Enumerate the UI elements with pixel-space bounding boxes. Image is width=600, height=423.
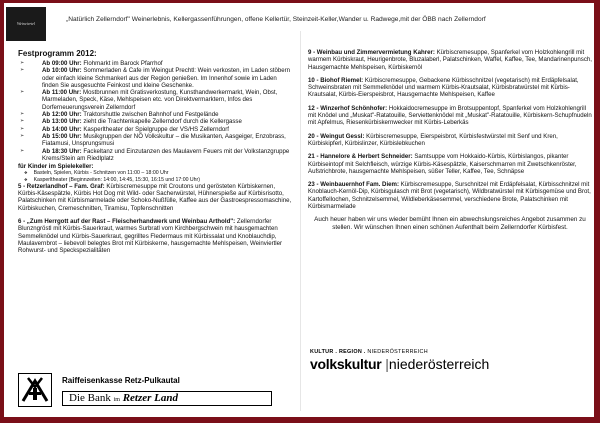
volkskultur-brand [310, 356, 580, 372]
vendor-name: 10 - Biohof Riemel: [308, 76, 364, 84]
bank-slogan-im: im [113, 397, 120, 403]
raiffeisen-gable-cross-icon [18, 373, 52, 407]
raiffeisen-ad [18, 371, 280, 411]
program-time: Ab 15:00 Uhr: [42, 132, 82, 140]
vendor-menu: Hokkaidocremesuppe im Brotsuppentopf, Spanferkel vom Holzkohlengrill mit Knödel und „Muskat"-Ratatouille, Serviettenknödel mit „Muskat"-Ratatouille, Kürbiskern-Schupfnudeln mit Apfelmus, Riesenkürbiskernwecker mit Kürbis-Leberkäs [308, 104, 592, 127]
vendor-menu: Kürbiscremesuppe, Gebackene Kürbisschnitzel (vegetarisch) mit Erdäpfelsalat, Schweinsbraten mit Semmelknödel und warmem Kürbis-Krautsalat, Kürbisbratwürstel mit Kürbis-Krautsalat, Kürbis-Eierspeisbrot, Hausgemachte Mehlspeisen, Kaffee [308, 76, 579, 99]
program-item [20, 67, 293, 89]
page-fold-divider [300, 31, 301, 411]
program-text: Kasperltheater der Spielgruppe der VS/HS Zellerndorf [81, 125, 229, 133]
festprogramm-title: Festprogramm 2012: [18, 49, 97, 58]
vendor-entry [18, 218, 293, 254]
program-item [20, 111, 293, 118]
kids-list [24, 170, 293, 182]
left-column [18, 49, 293, 261]
bank-slogan-post: Retzer Land [119, 392, 179, 404]
program-item [20, 148, 293, 163]
vendor-name: 12 - Winzerhof Schönhofer: [308, 104, 388, 112]
volkskultur-tagline [310, 349, 580, 355]
vendor-name: 6 - „Zum Herrgott auf der Rast – Fleischerhandwerk und Weinbau Arthold": [18, 218, 236, 226]
program-item [20, 60, 293, 67]
header-text: „Natürlich Zellerndorf" Weinerlebnis, Kellergassenführungen, offene Kellertür, Steinzeit-Keller,Wander u. Radwege,mit der ÖBB nach Zellerndorf [66, 16, 486, 23]
vendor-entry [308, 133, 592, 148]
program-text: Traktorshuttle zwischen Bahnhof und Festgelände [81, 111, 219, 119]
vendor-name: 5 - Retzerlandhof – Fam. Graf: [18, 182, 105, 190]
program-time: Ab 11:00 Uhr: [42, 89, 82, 97]
kids-item: ❖ Kasperltheater (Beginnzeiten: 14:00, 14:45, 15:30, 16:15 und 17:00 Uhr) [24, 177, 293, 183]
vendor-menu: Kürbiscremesuppe, Eierspeisbrot, Kürbisfestwürstel mit Senf und Kren, Kürbiskipferl, Kürbislinzer, Kürbislebkuchen [308, 132, 558, 147]
vendor-menu: Samtsuppe vom Hokkaido-Kürbis, Kürbislangos, pikanter Kürbiseintopf mit Selchfleisch, würzige Kürbis-Käsespätzle, Kaiserschmarren mit Zwetschkenröster, Aufstrichbrote, hausgemachte Mehlspeisen, süßer Teller, Kaffee, Tee, Schnäpse [308, 153, 577, 175]
tagline-part-a: KULTUR . REGION . [310, 349, 368, 355]
bank-slogan [62, 391, 272, 406]
vendor-entry [308, 153, 592, 175]
program-time: Ab 09:00 Uhr: [42, 60, 82, 67]
weinviertel-logo: Weinviertel [6, 7, 46, 41]
vendor-entry [18, 183, 293, 212]
vendor-name: 21 - Hannelore & Herbert Schneider: [308, 153, 413, 161]
bank-name: Raiffeisenkasse Retz-Pulkautal [62, 376, 180, 385]
program-item [20, 118, 293, 125]
closing-text: Auch heuer haben wir uns wieder bemüht Ihnen ein abwechslungsreiches Angebot zusammen zu stellen. Wir wünschen Ihnen einen schönen Aufenthalt beim Zellerndorfer Kürbisfest. [314, 216, 586, 231]
brand-niederoesterreich: niederösterreich [388, 356, 490, 372]
program-text: Fackeltanz und Einzutanzen des Maulavern Feuers mit der Volkstanzgruppe Krems/Stein am Riedlplatz [42, 147, 290, 162]
program-time: Ab 10:00 Uhr: [42, 67, 82, 75]
brand-separator: | [385, 356, 389, 372]
tagline-part-b: NIEDERÖSTERREICH [367, 349, 428, 355]
vendor-menu: Zellerndorfer Blunzngröstl mit Kürbis-Sauerkraut, warmes Surbratl vom Kirchbergschwein mit hausgemachten Semmelknödel und Kürbis-Sauerkraut, gegrilltes Fledermaus mit Kürbissalat und Knoblauchdip, Maulavernbrot – liebevoll belegtes Brot mit Kürbiskerne, hausgemachte Mehlspeisen, Weinviertler Rohwurst- und Speckspezialitäten [18, 218, 283, 255]
program-text: Mostbrunnen mit Gratisverkostung, Kunsthandwerkermarkt, Wein, Obst, Marmeladen, Speck, Käse, Mehlspeisen etc. von Direktvermarktern, Infos des Dorferneuerungsverein Zellerndorf [42, 89, 278, 111]
vendor-name: 23 - Weinbauernhof Fam. Diem: [308, 181, 399, 189]
program-text: zieht die Trachtenkapelle Zellerndorf durch die Kellergasse [81, 118, 242, 126]
program-text: Flohmarkt im Barock Pfarrhof [81, 60, 163, 67]
flyer-page [4, 3, 594, 417]
vendor-entry [308, 181, 592, 210]
program-item [20, 133, 293, 148]
program-item [20, 126, 293, 133]
vendor-menu: Kürbiscremesuppe, Surschnitzel mit Erdäpfelsalat, Kürbisschnitzel mit Knoblauch-Kernöl-Dip, Kürbisgulasch mit Brot (vegetarisch), Wildbratwürstel mit Kürbisgemüse und Brot, Kartoffellochen, Schnitzelsemmel, Wildleberkäsesemmel, verschiedene Brote, Palatschinken mit Kürbismarmelade [308, 181, 591, 211]
program-time: Ab 14:00 Uhr: [42, 125, 82, 133]
program-item [20, 89, 293, 111]
right-column [308, 49, 592, 232]
vendor-entry [308, 105, 592, 127]
vendor-menu: Kürbiscremesuppe, Spanferkel vom Holzkohlengrill mit warmem Kürbiskraut, Heurigenbrote, Bluzalaberl, Palatschinken, Waffel, Kaffee, Tee, Mandarinenpunsch, Hausgemachte Mehlspeisen, Kürbiskernöl [308, 49, 592, 71]
kids-item: ❖ Basteln, Spielen, Kürbis - Schnitzen von 11:00 – 18:00 Uhr [24, 170, 293, 176]
header-banner [6, 5, 590, 41]
program-text: Sommerladen & Cafe im Weingut Prechtl: Wein verkosten, im Laden stöbern oder einfach kleine Schmankerl aus der Region genießen. Im Innenhof sowie im Laden finden Sie ausgesuchte Feinkost und kleine Geschenke. [42, 67, 291, 89]
program-time: Ab 18:30 Uhr: [42, 147, 82, 155]
program-time: Ab 12:00 Uhr: [42, 111, 82, 119]
festprogramm-list [20, 60, 293, 162]
volkskultur-logo [310, 349, 580, 372]
vendor-name: 20 - Weingut Gessl: [308, 132, 365, 140]
bank-slogan-pre: Die Bank [69, 392, 114, 404]
vendor-entry [308, 49, 592, 71]
program-time: Ab 13:00 Uhr: [42, 118, 82, 126]
vendor-name: 9 - Weinbau und Zimmervermietung Kahrer: [308, 49, 435, 56]
vendor-menu: Kürbiscremesuppe mit Croutons und gerösteten Kürbiskernen, Kürbis-Käsespätzle, Kürbis Hot Dog mit Wild- oder Sacherwürstel, Hühnerspieße auf Kürbisrisotto, Palatschinken mit Kürbismarmelade oder Schoko-Nußfülle, Kaffee aus der Gastroespressomaschine, Kürbiskuchen, Cremeschnitten, Tiramisu, Topfenschnitten [18, 182, 292, 212]
brand-volkskultur: volkskultur [310, 356, 382, 372]
kids-title: für Kinder im Spielekeller: [18, 163, 94, 171]
program-text: Musikgruppen der NÖ Volkskultur – die Musikanten, Aasgeiger, Enzobrass, Fiatamusi, Unsprungsmusi [42, 132, 286, 148]
vendor-entry [308, 77, 592, 99]
